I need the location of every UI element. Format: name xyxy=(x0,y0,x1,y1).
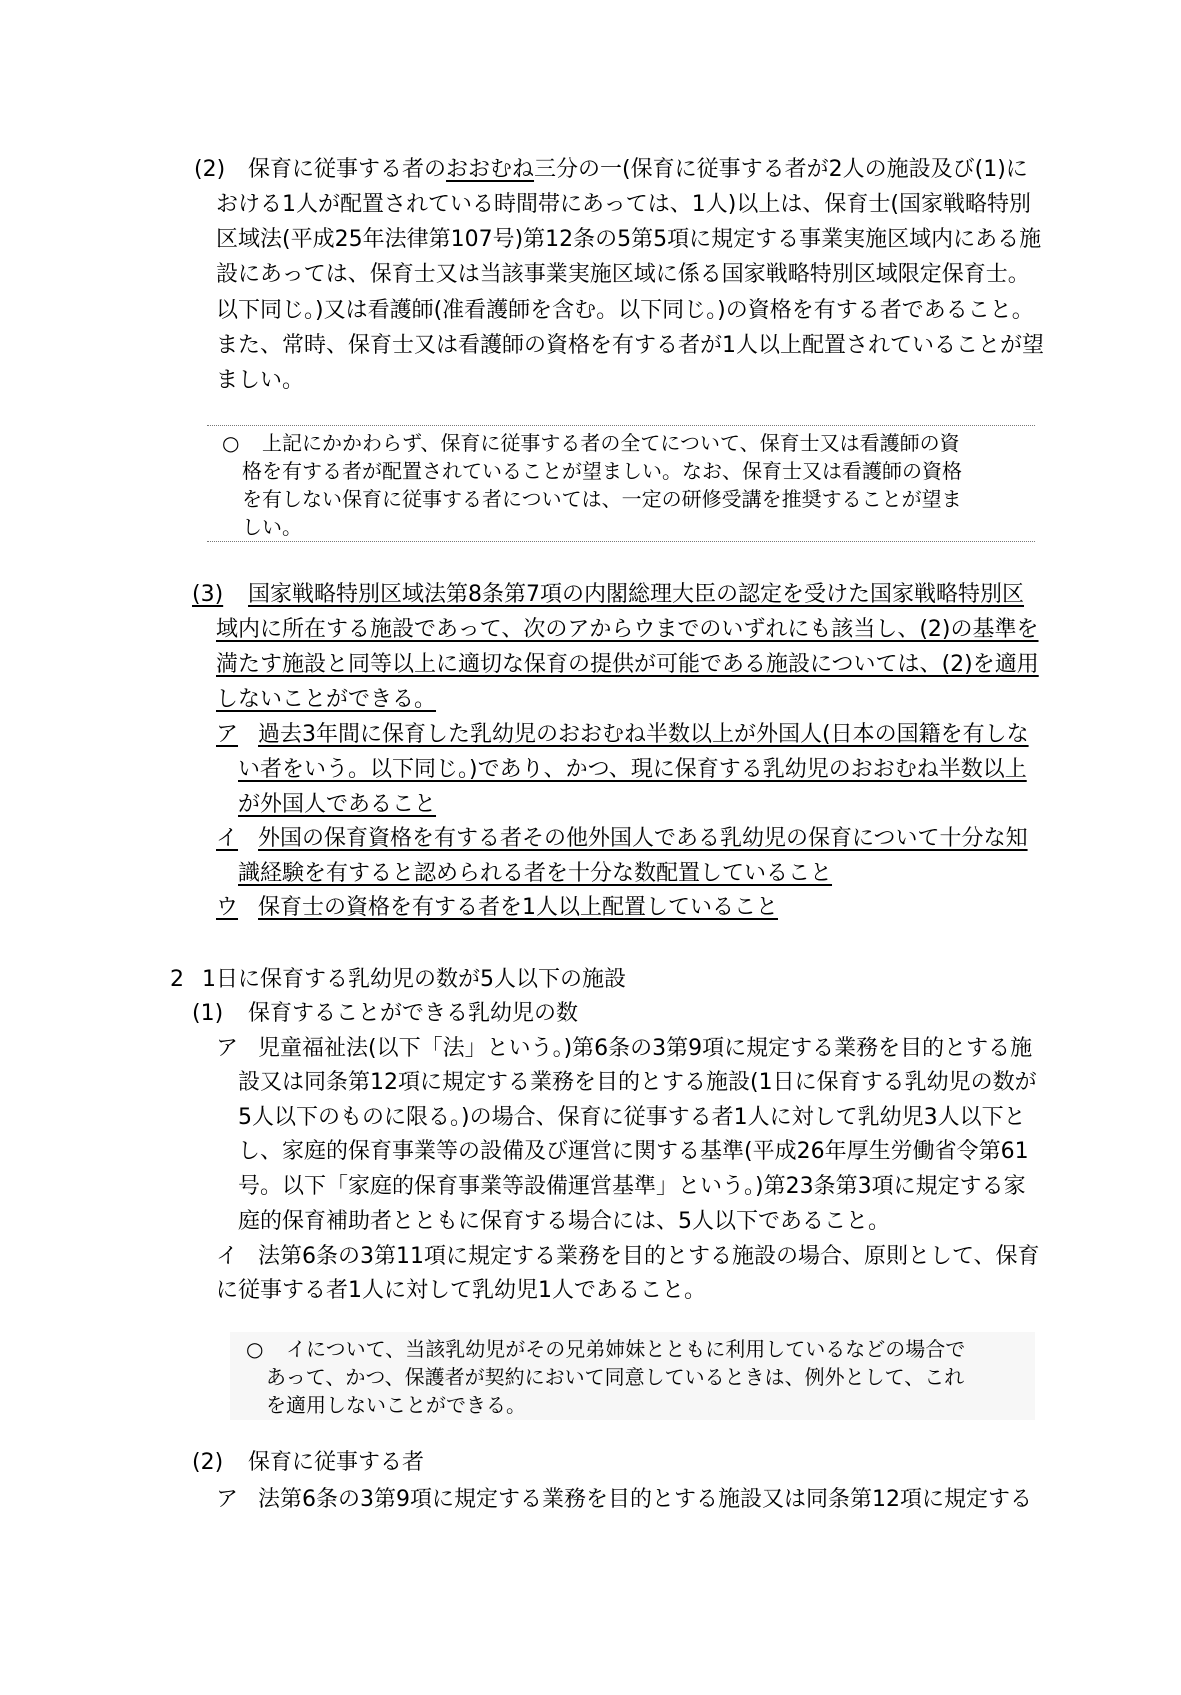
item-number: (3) xyxy=(192,582,224,607)
paragraph-line: 国家戦略特別区域法第8条第7項の内閣総理大臣の認定を受けた国家戦略特別区 xyxy=(248,582,1024,607)
list-item-line: 設又は同条第12項に規定する業務を目的とする施設(1日に保育する乳幼児の数が xyxy=(238,1070,1037,1095)
paragraph-line: ましい。 xyxy=(216,368,305,393)
list-item-line: い者をいう。以下同じ。)であり、かつ、現に保育する乳幼児のおおむね半数以上 xyxy=(238,757,1027,782)
item-number: (2) xyxy=(194,157,226,182)
list-item-line: 庭的保育補助者とともに保育する場合には、5人以下であること。 xyxy=(238,1209,890,1234)
item-number: (1) xyxy=(192,1001,224,1026)
paragraph-line: しないことができる。 xyxy=(216,687,437,712)
note-line: あって、かつ、保護者が契約において同意しているときは、例外として、これ xyxy=(266,1365,965,1389)
subsection-title: 保育に従事する者 xyxy=(248,1450,425,1475)
note-line: イについて、当該乳幼児がその兄弟姉妹とともに利用しているなどの場合で xyxy=(286,1337,966,1361)
section-number: 2 xyxy=(170,967,184,992)
list-item-line: 保育士の資格を有する者を1人以上配置していること xyxy=(258,895,778,920)
item-mark: イ xyxy=(216,1244,239,1269)
list-item-line: が外国人であること xyxy=(238,792,437,817)
paragraph-line: 域内に所在する施設であって、次のアからウまでのいずれにも該当し、(2)の基準を xyxy=(216,617,1039,642)
list-item-line: 号。以下「家庭的保育事業等設備運営基準」という。)第23条第3項に規定する家 xyxy=(238,1174,1026,1199)
underlined-text: おおむね xyxy=(446,157,535,182)
paragraph-line: また、常時、保育士又は看護師の資格を有する者が1人以上配置されていることが望 xyxy=(216,333,1044,358)
note-line: を適用しないことができる。 xyxy=(266,1393,526,1417)
list-item-line: 過去3年間に保育した乳幼児のおおむね半数以上が外国人(日本の国籍を有しな xyxy=(258,722,1029,747)
note-line: 格を有する者が配置されていることが望ましい。なお、保育士又は看護師の資格 xyxy=(242,459,962,483)
subsection-title: 保育することができる乳幼児の数 xyxy=(248,1001,579,1026)
item-mark: ア xyxy=(216,722,239,747)
paragraph-line: おける1人が配置されている時間帯にあっては、1人)以上は、保育士(国家戦略特別 xyxy=(216,192,1031,217)
text: 保育に従事する者の xyxy=(248,157,447,182)
circle-bullet-icon: ○ xyxy=(222,431,240,455)
list-item-line: 法第6条の3第11項に規定する業務を目的とする施設の場合、原則として、保育 xyxy=(258,1244,1040,1269)
list-item-line: 児童福祉法(以下「法」という。)第6条の3第9項に規定する業務を目的とする施 xyxy=(258,1036,1033,1061)
item-mark: イ xyxy=(216,826,239,851)
list-item-line: 識経験を有すると認められる者を十分な数配置していること xyxy=(238,861,833,886)
list-item-line: に従事する者1人に対して乳幼児1人であること。 xyxy=(216,1278,706,1303)
paragraph-line xyxy=(248,155,1028,185)
section-title: 1日に保育する乳幼児の数が5人以下の施設 xyxy=(202,967,626,992)
paragraph-line: 満たす施設と同等以上に適切な保育の提供が可能である施設については、(2)を適用 xyxy=(216,652,1039,677)
paragraph-line: 以下同じ。)又は看護師(准看護師を含む。以下同じ。)の資格を有する者であること。 xyxy=(216,298,1034,323)
note-line: しい。 xyxy=(242,515,302,539)
paragraph-line: 設にあっては、保育士又は当該事業実施区域に係る国家戦略特別区域限定保育士。 xyxy=(216,262,1030,287)
item-mark: ア xyxy=(216,1036,239,1061)
list-item-line: 5人以下のものに限る。)の場合、保育に従事する者1人に対して乳幼児3人以下と xyxy=(238,1105,1026,1130)
item-mark: ウ xyxy=(216,895,239,920)
circle-bullet-icon: ○ xyxy=(246,1337,264,1361)
note-line: 上記にかかわらず、保育に従事する者の全てについて、保育士又は看護師の資 xyxy=(262,431,960,455)
item-mark: ア xyxy=(216,1487,239,1512)
text: 三分の一(保育に従事する者が2人の施設及び(1)に xyxy=(534,157,1028,182)
note-line: を有しない保育に従事する者については、一定の研修受講を推奨することが望ま xyxy=(242,487,962,511)
item-number: (2) xyxy=(192,1450,224,1475)
paragraph-line: 区域法(平成25年法律第107号)第12条の5第5項に規定する事業実施区域内にある施 xyxy=(216,227,1042,252)
list-item-line: し、家庭的保育事業等の設備及び運営に関する基準(平成26年厚生労働省令第61 xyxy=(238,1139,1029,1164)
list-item-line: 外国の保育資格を有する者その他外国人である乳幼児の保育について十分な知 xyxy=(258,826,1028,851)
list-item-line: 法第6条の3第9項に規定する業務を目的とする施設又は同条第12項に規定する xyxy=(258,1487,1032,1512)
